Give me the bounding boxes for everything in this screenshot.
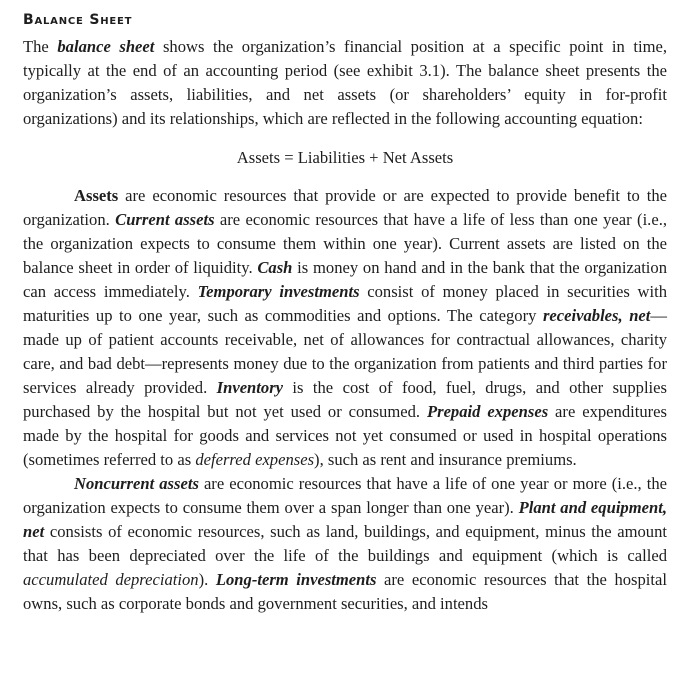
term-deferred-expenses: deferred expenses	[195, 450, 315, 469]
term-cash: Cash	[257, 258, 293, 277]
intro-text-1: The	[23, 37, 58, 56]
intro-paragraph	[23, 35, 667, 131]
assets-paragraph	[23, 184, 667, 472]
term-receivables-net: receivables, net	[542, 306, 651, 325]
assets-text-6: is the cost of food, fuel, drugs, and other supplies purchased by the hospital but not yet used or consumed.	[23, 378, 667, 421]
assets-text-5: —made up of patient accounts receivable, net of allowances for contractual allowances, charity care, and bad debt—represents money due to the organization from patients and third parties for services already provided.	[23, 306, 667, 397]
term-inventory: Inventory	[216, 378, 284, 397]
section-heading: Balance Sheet	[23, 12, 133, 28]
term-noncurrent-assets: Noncurrent assets	[74, 474, 199, 493]
term-assets: Assets	[74, 186, 119, 205]
noncurrent-paragraph	[23, 472, 667, 616]
noncurrent-text-3: ).	[198, 570, 216, 589]
assets-text-8: ), such as rent and insurance premiums.	[314, 450, 577, 469]
term-balance-sheet: balance sheet	[57, 37, 155, 56]
term-long-term-investments: Long-term investments	[215, 570, 377, 589]
noncurrent-text-2: consists of economic resources, such as land, buildings, and equipment, minus the amount that has been depreciated over the life of the buildings and equipment (which is called	[23, 522, 667, 565]
term-plant-equipment: Plant and equipment, net	[23, 498, 667, 541]
accounting-equation: Assets = Liabilities + Net Assets	[236, 148, 454, 167]
assets-text-3: is money on hand and in the bank that the organization can access immediately.	[23, 258, 668, 301]
term-temporary-investments: Temporary investments	[197, 282, 360, 301]
noncurrent-text-1: are economic resources that have a life of one year or more (i.e., the organization expects to consume them over a span longer than one year).	[23, 474, 667, 517]
assets-text-7: are expenditures made by the hospital for goods and services not yet consumed or used in hospital operations (sometimes referred to as	[23, 402, 667, 469]
term-prepaid-expenses: Prepaid expenses	[426, 402, 549, 421]
intro-text-2: shows the organization’s financial position at a specific point in time, typically at the end of an accounting period (see exhibit 3.1). The balance sheet presents the organization’s assets, liabilities, and net assets (or shareholders’ equity in for-profit organizations) and its relationships, which are reflected in the following accounting equation:	[23, 37, 668, 128]
term-current-assets: Current assets	[115, 210, 215, 229]
assets-text-1: are economic resources that provide or are expected to provide benefit to the organization.	[23, 186, 667, 229]
assets-text-4: consist of money placed in securities with maturities up to one year, such as commodities and options. The category	[23, 282, 667, 325]
term-accumulated-depreciation: accumulated depreciation	[23, 570, 199, 589]
assets-text-2: are economic resources that have a life of less than one year (i.e., the organization expects to consume them within one year). Current assets are listed on the balance sheet in order of liquidity.	[23, 210, 667, 277]
noncurrent-text-4: are economic resources that the hospital owns, such as corporate bonds and government securities, and intends	[23, 570, 667, 613]
